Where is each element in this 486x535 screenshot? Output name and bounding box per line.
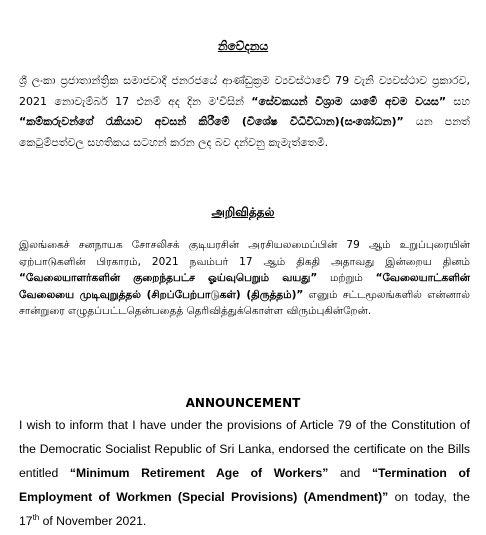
- sinhala-bill-2: “කම්කරුවන්ගේ රැකියාව අවසන් කිරීමේ (විශේෂ විධිවිධාන)(සංශෝධන)”: [19, 115, 404, 128]
- tamil-text-3: எனும் சட்டமூலங்களில் என்னால் சான்றுரை எழுதப்பட்டதென்பதைத் தெரிவித்துக்கொள்ள விரும்புகின்றேன்.: [19, 288, 470, 318]
- english-bill-2: “Termination of Employment of Workmen (Special Provisions) (Amendment)”: [19, 466, 470, 504]
- tamil-heading: அறிவித்தல்: [211, 205, 275, 219]
- english-heading: ANNOUNCEMENT: [185, 396, 301, 410]
- sinhala-paragraph: [19, 71, 470, 153]
- tamil-bill-2: “வேலையாட்களின் வேலையை முடிவுறுத்தல் (சிறப்பேற்பாடுகள்) (திருத்தம்)”: [19, 272, 470, 301]
- sinhala-text-3: යන පනත් කෙටුම්පත්වල සහතිකය සටහන් කරන ලද බව දන්වනු කැමැත්තෙමි.: [19, 115, 470, 149]
- tamil-text-1: இலங்கைச் சனநாயக சோசலிசக் குடியரசின் அரசியலமைப்பின் 79 ஆம் உறுப்புரையின் ஏற்பாடுகளின் பிரகாரம், 2021 நவம்பர் 17 ஆம் திகதி அதாவது இன்றைய தினம்: [19, 239, 470, 268]
- english-text-2: and: [328, 466, 372, 480]
- tamil-paragraph: [19, 237, 470, 320]
- tamil-bill-1: “வேலையாளர்களின் குறைந்தபட்ச ஓய்வுபெறும் வயது”: [19, 272, 318, 285]
- sinhala-bill-1: “සේවකයන් විශ්‍රාම යාමේ අවම වයස”: [251, 94, 447, 108]
- english-bill-1: “Minimum Retirement Age of Workers”: [69, 466, 329, 480]
- english-text-1: I wish to inform that I have under the provisions of Article 79 of the Constitution of the Democratic Socialist Republic of Sri Lanka, endorsed the certificate on the Bills entitled: [19, 418, 470, 480]
- sinhala-heading: නිවේදනය: [217, 39, 269, 53]
- sinhala-text-2: සහ: [446, 94, 470, 108]
- sinhala-text-1: ශ්‍රී ලංකා ප්‍රජාතාන්ත්‍රික සමාජවාදී ජනරජයේ ආණ්ඩුක්‍රම ව්‍යවස්ථාවේ 79 වැනි ව්‍යවස්ථාව ප්‍රකාරව, 2021 නොවැම්බර් 17 එනම් අද දින ම'විසින්: [19, 74, 470, 108]
- english-text-4: of November 2021.: [39, 514, 147, 528]
- english-date-suffix: th: [32, 512, 40, 522]
- tamil-text-2: மற்றும்: [317, 272, 376, 285]
- english-paragraph: [19, 413, 470, 533]
- english-text-3: on today, the 17: [19, 490, 471, 528]
